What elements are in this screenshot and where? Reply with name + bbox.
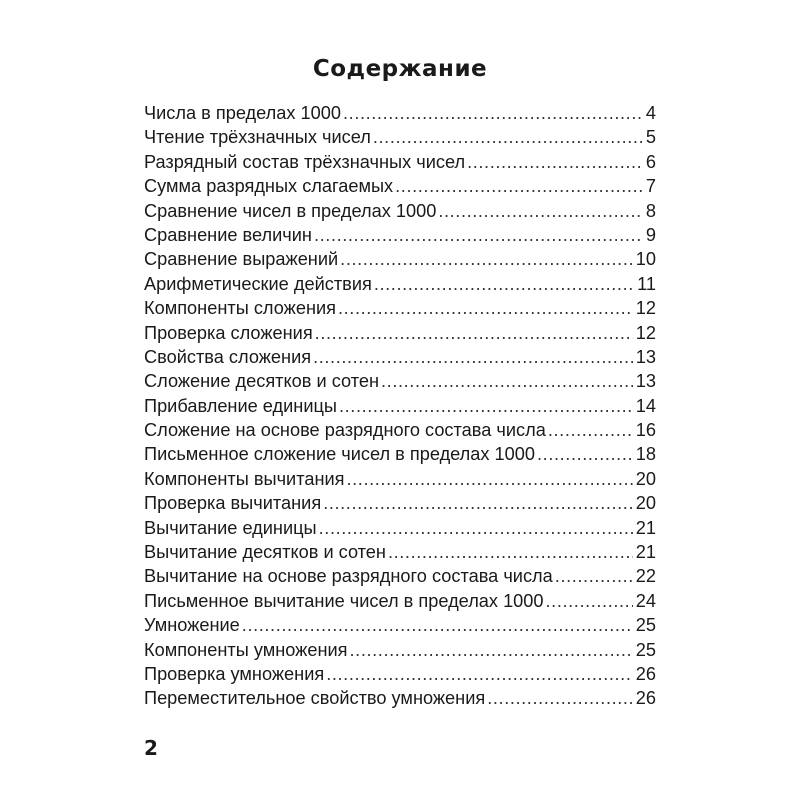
dot-leader [313,345,633,369]
toc-entry-title: Вычитание десятков и сотен [144,542,386,563]
page-number: 2 [144,736,158,760]
toc-entry [144,125,656,149]
toc-entry-title: Проверка сложения [144,322,313,343]
toc-entry-page: 11 [637,273,656,294]
dot-leader [338,296,633,320]
toc-entry [144,101,656,125]
toc-entry [144,150,656,174]
toc-entry-title: Разрядный состав трёхзначных чисел [144,151,466,172]
toc-entry-title: Сложение на основе разрядного состава числа [144,420,546,441]
toc-entry-title: Проверка вычитания [144,493,322,514]
toc-entry [144,686,656,710]
toc-entry-page: 25 [635,639,656,660]
table-of-contents [144,101,656,711]
toc-entry-page: 24 [635,590,656,611]
toc-entry-title: Сложение десятков и сотен [144,371,380,392]
toc-entry [144,223,656,247]
toc-entry-page: 12 [635,298,656,319]
toc-entry-page: 8 [645,200,656,221]
toc-entry-title: Вычитание на основе разрядного состава числа [144,566,553,587]
dot-leader [339,394,633,418]
toc-entry [144,442,656,466]
toc-entry [144,174,656,198]
toc-entry-page: 9 [645,224,656,245]
dot-leader [373,125,643,149]
dot-leader [548,418,633,442]
toc-entry-page: 10 [635,249,656,270]
toc-entry [144,516,656,540]
dot-leader [340,247,633,271]
toc-entry-title: Письменное сложение чисел в пределах 1000 [144,444,536,465]
toc-entry-title: Сравнение величин [144,224,312,245]
toc-entry-page: 21 [635,542,656,563]
toc-entry-page: 18 [635,444,656,465]
toc-entry-page: 13 [635,371,656,392]
toc-entry-title: Чтение трёхзначных чисел [144,127,371,148]
toc-entry-page: 7 [645,176,656,197]
toc-entry [144,418,656,442]
toc-entry-page: 20 [635,493,656,514]
toc-entry-page: 5 [645,127,656,148]
toc-entry [144,613,656,637]
toc-entry [144,199,656,223]
toc-entry-title: Проверка умножения [144,663,325,684]
dot-leader [381,369,633,393]
dot-leader [314,223,643,247]
toc-entry [144,345,656,369]
toc-entry-title: Сумма разрядных слагаемых [144,176,394,197]
toc-entry-title: Переместительное свойство умножения [144,688,486,709]
dot-leader [537,442,633,466]
dot-leader [319,516,633,540]
toc-entry [144,467,656,491]
toc-entry-title: Свойства сложения [144,346,312,367]
toc-entry-page: 12 [635,322,656,343]
dot-leader [487,686,633,710]
dot-leader [395,174,643,198]
toc-entry-title: Арифметические действия [144,273,372,294]
dot-leader [323,491,633,515]
toc-entry-page: 22 [635,566,656,587]
toc-entry-title: Компоненты умножения [144,639,348,660]
toc-entry-title: Письменное вычитание чисел в пределах 1000 [144,590,544,611]
dot-leader [347,467,633,491]
toc-entry-page: 6 [645,151,656,172]
toc-entry-page: 25 [635,615,656,636]
page-title: Содержание [312,56,488,82]
toc-entry [144,564,656,588]
toc-entry-title: Сравнение чисел в пределах 1000 [144,200,437,221]
toc-entry-title: Числа в пределах 1000 [144,103,342,123]
toc-entry-title: Прибавление единицы [144,395,337,416]
toc-entry [144,638,656,662]
dot-leader [374,272,634,296]
toc-entry [144,247,656,271]
dot-leader [315,321,633,345]
toc-entry [144,491,656,515]
toc-entry-title: Компоненты вычитания [144,468,345,489]
toc-entry-title: Вычитание единицы [144,517,317,538]
dot-leader [326,662,633,686]
toc-entry [144,540,656,564]
dot-leader [343,101,643,125]
toc-entry [144,296,656,320]
dot-leader [388,540,633,564]
toc-entry [144,321,656,345]
toc-entry [144,369,656,393]
toc-entry-title: Сравнение выражений [144,249,339,270]
toc-entry [144,394,656,418]
toc-entry-title: Умножение [144,615,240,636]
toc-entry-page: 16 [635,420,656,441]
toc-entry [144,272,656,296]
dot-leader [242,613,633,637]
toc-entry-page: 20 [635,468,656,489]
dot-leader [350,638,633,662]
dot-leader [546,589,633,613]
toc-entry [144,589,656,613]
toc-entry-page: 21 [635,517,656,538]
toc-entry-page: 4 [645,103,656,123]
toc-entry-page: 14 [635,395,656,416]
toc-entry-title: Компоненты сложения [144,298,336,319]
toc-entry-page: 26 [635,663,656,684]
dot-leader [467,150,643,174]
toc-entry-page: 26 [635,688,656,709]
toc-entry [144,662,656,686]
dot-leader [555,564,633,588]
toc-entry-page: 13 [635,346,656,367]
dot-leader [438,199,643,223]
